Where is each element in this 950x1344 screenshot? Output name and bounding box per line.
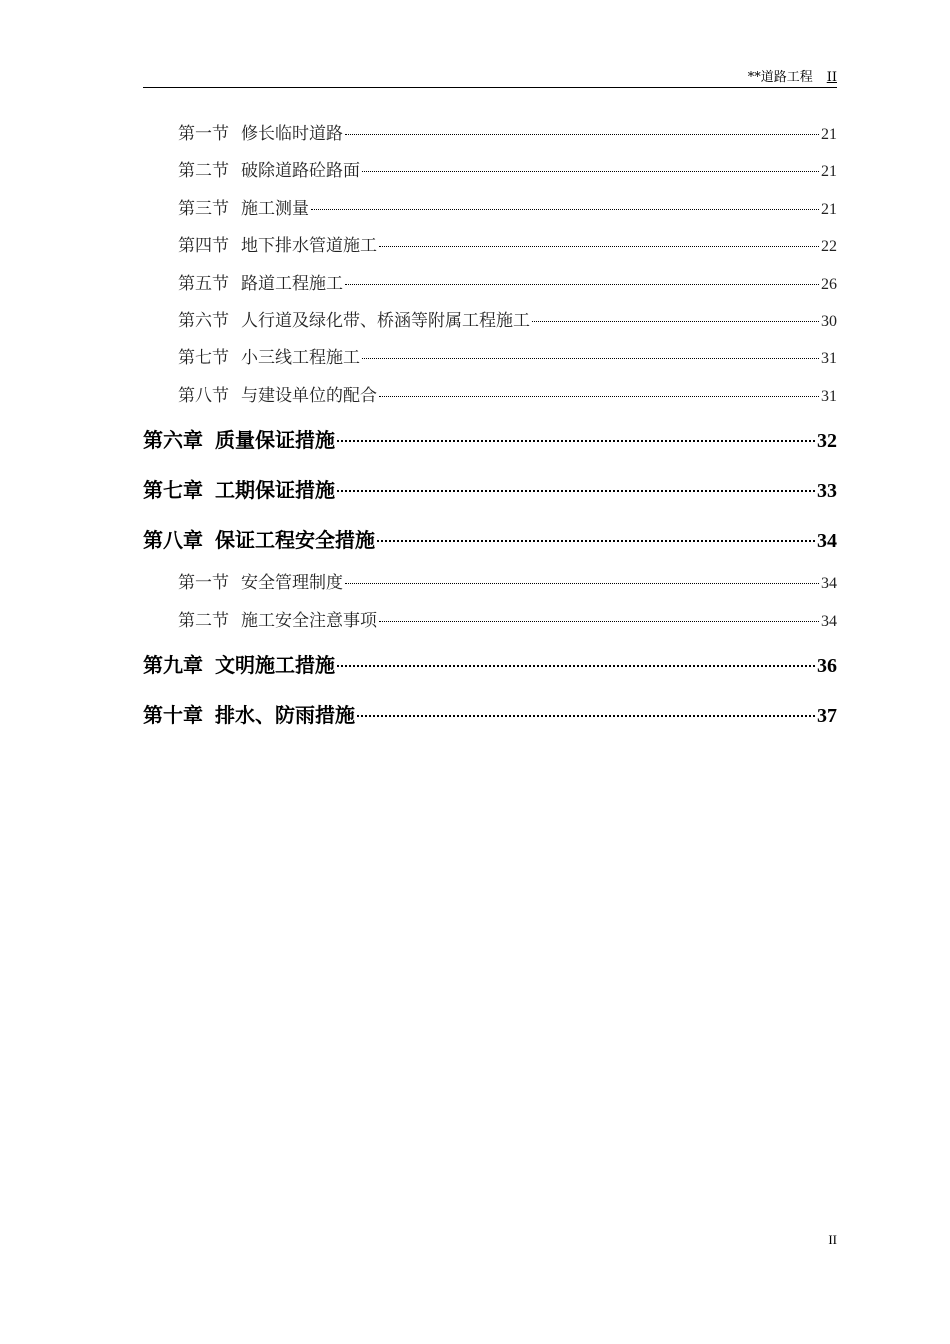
toc-chapter-entry[interactable] [143,465,837,515]
toc-entry-label: 第九章 [143,652,203,677]
toc-dot-leader [337,440,815,442]
toc-entry-heading: 施工测量 [241,198,309,219]
toc-entry-title [178,153,360,190]
footer-page-number: II [828,1232,837,1247]
toc-section-entry[interactable] [143,565,837,602]
toc-dot-leader [379,246,819,247]
toc-section-entry[interactable] [143,191,837,228]
toc-page-number: 26 [821,275,837,293]
toc-entry-label: 第五节 [178,273,229,294]
toc-entry-label: 第一节 [178,124,229,144]
header-page-number: II [826,70,837,85]
toc-entry-heading: 施工安全注意事项 [241,610,377,631]
toc-entry-title [178,266,343,303]
toc-entry-heading: 保证工程安全措施 [215,528,375,553]
toc-dot-leader [311,209,819,210]
page-header [143,66,837,88]
toc-dot-leader [379,396,819,397]
toc-dot-leader [337,665,815,667]
toc-page-number: 21 [821,163,837,181]
toc-entry-label: 第六章 [143,428,203,453]
toc-chapter-entry[interactable] [143,415,837,465]
toc-page-number: 22 [821,238,837,256]
toc-page-number: 34 [821,612,837,630]
toc-entry-label: 第四节 [178,236,229,257]
toc-dot-leader [345,583,819,584]
toc-dot-leader [377,540,815,542]
toc-entry-title [143,465,335,515]
toc-entry-label: 第三节 [178,198,229,219]
toc-section-entry[interactable] [143,378,837,415]
toc-page-number: 31 [821,387,837,405]
toc-entry-title [178,603,377,640]
toc-entry-label: 第七节 [178,348,229,369]
toc-entry-heading: 破除道路砼路面 [241,161,360,182]
toc-entry-title [143,415,335,465]
toc-page-number: 34 [821,575,837,593]
toc-entry-heading: 修长临时道路 [241,124,343,144]
toc-dot-leader [532,321,819,322]
toc-dot-leader [337,490,815,492]
toc-entry-title [143,640,335,690]
toc-entry-title [178,303,530,340]
toc-section-entry[interactable] [143,228,837,265]
toc-section-entry[interactable] [143,116,837,153]
toc-dot-leader [362,171,819,172]
toc-section-entry[interactable] [143,266,837,303]
toc-page-number: 37 [817,704,837,727]
toc-section-entry[interactable] [143,340,837,377]
toc-entry-title [143,515,375,565]
toc-dot-leader [362,358,819,359]
toc-chapter-entry[interactable] [143,690,837,740]
toc-entry-heading: 人行道及绿化带、桥涵等附属工程施工 [241,310,530,331]
toc-dot-leader [345,134,819,135]
toc-entry-heading: 质量保证措施 [215,428,335,453]
toc-entry-label: 第二节 [178,610,229,631]
toc-page-number: 21 [821,126,837,143]
toc-dot-leader [345,284,819,285]
toc-entry-title [178,340,360,377]
toc-entry-label: 第十章 [143,702,203,727]
toc-entry-heading: 文明施工措施 [215,652,335,677]
toc-entry-label: 第八节 [178,385,229,406]
toc-page-number: 31 [821,350,837,368]
toc-chapter-entry[interactable] [143,640,837,690]
toc-entry-label: 第七章 [143,478,203,503]
toc-entry-label: 第二节 [178,161,229,182]
toc-entry-heading: 安全管理制度 [241,573,343,594]
toc-page-number: 32 [817,430,837,453]
toc-section-entry[interactable] [143,603,837,640]
table-of-contents [143,116,837,740]
toc-section-entry[interactable] [143,303,837,340]
toc-page-number: 33 [817,480,837,503]
toc-entry-heading: 小三线工程施工 [241,348,360,369]
toc-entry-title [178,565,343,602]
toc-entry-label: 第一节 [178,573,229,594]
header-title: **道路工程 [747,70,813,85]
toc-entry-heading: 工期保证措施 [215,478,335,503]
toc-entry-label: 第六节 [178,310,229,331]
toc-entry-heading: 排水、防雨措施 [215,702,355,727]
toc-entry-heading: 与建设单位的配合 [241,385,377,406]
toc-dot-leader [379,621,819,622]
toc-entry-heading: 地下排水管道施工 [241,236,377,257]
toc-entry-label: 第八章 [143,528,203,553]
toc-chapter-entry[interactable] [143,515,837,565]
toc-dot-leader [357,715,815,717]
toc-entry-heading: 路道工程施工 [241,273,343,294]
toc-entry-title [143,690,355,740]
toc-entry-title [178,191,309,228]
toc-entry-title [178,228,377,265]
toc-page-number: 34 [817,530,837,553]
toc-entry-title [178,378,377,415]
toc-page-number: 30 [821,312,837,330]
toc-page-number: 21 [821,200,837,218]
toc-section-entry[interactable] [143,153,837,190]
toc-page-number: 36 [817,654,837,677]
toc-entry-title [178,116,343,153]
